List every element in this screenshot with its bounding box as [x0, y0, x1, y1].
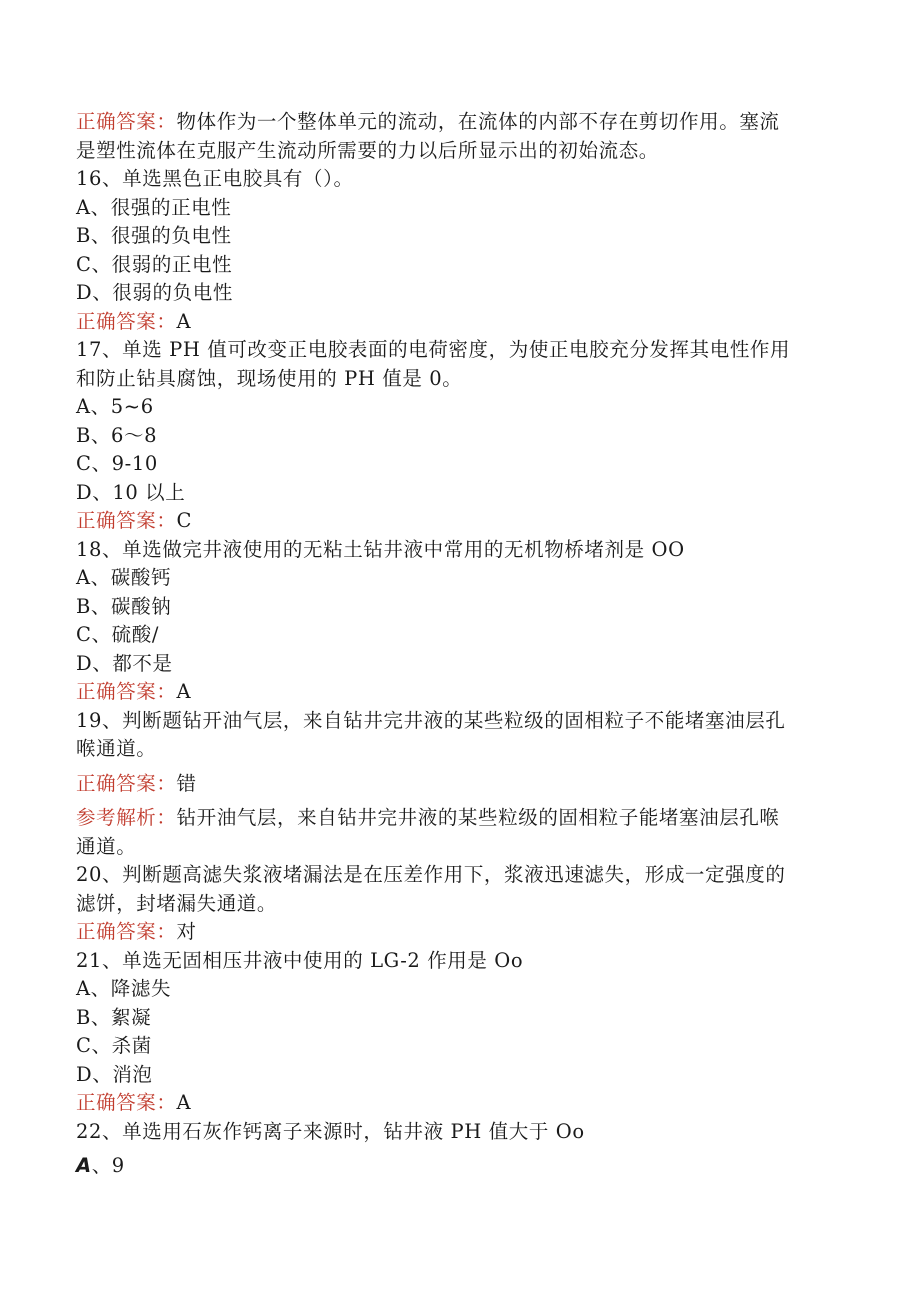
answer-text: C [176, 509, 193, 532]
answer-line [76, 108, 846, 137]
text-line: 19、判断题钻开油气层，来自钻井完井液的某些粒级的固相粒子不能堵塞油层孔 [76, 708, 786, 732]
text-line: A、5~6 [76, 395, 154, 418]
text-line: B、很强的负电性 [76, 224, 232, 247]
text-line: B、絮凝 [76, 1005, 152, 1029]
text-line: 17、单选 PH 值可改变正电胶表面的电荷密度，为使正电胶充分发挥其电性作用 [76, 338, 791, 361]
text-line: 是塑性流体在克服产生流动所需要的力以后所显示出的初始流态。 [76, 138, 659, 162]
text-line: 滤饼，封堵漏失通道。 [76, 891, 278, 915]
answer-line [76, 918, 846, 947]
answer-text: A [176, 1091, 192, 1114]
answer-label: 参考解析： [76, 806, 177, 829]
text-line: C、9-10 [76, 452, 158, 475]
answer-label: 正确答案： [76, 680, 177, 703]
text-line: A、碳酸钙 [76, 566, 172, 589]
text-line: A、降滤失 [76, 977, 172, 1000]
answer-text: 钻开油气层，来自钻井完井液的某些粒级的固相粒子能堵塞油层孔喉 [176, 806, 780, 829]
answer-text: A [176, 309, 192, 333]
answer-label: 正确答案： [76, 509, 177, 532]
explanation-line [76, 804, 846, 833]
text-line: D、消泡 [76, 1062, 153, 1086]
text-line: D、很弱的负电性 [76, 281, 233, 304]
answer-text: A [176, 680, 192, 703]
answer-text: 物体作为一个整体单元的流动，在流体的内部不存在剪切作用。塞流 [176, 110, 780, 133]
answer-line [76, 308, 846, 337]
answer-line [76, 678, 846, 707]
text-line: 和防止钻具腐蚀，现场使用的 PH 值是 0。 [76, 366, 463, 390]
document-body [76, 108, 846, 1181]
text-line: B、碳酸钠 [76, 594, 172, 618]
answer-line [76, 770, 846, 799]
answer-label: 正确答案： [76, 110, 177, 133]
option-text: 、9 [91, 1154, 125, 1177]
text-line: B、6～8 [76, 423, 158, 447]
text-line: 22、单选用石灰作钙离子来源时，钻井液 PH 值大于 Oo [76, 1119, 585, 1143]
text-line: A、很强的正电性 [76, 195, 232, 219]
text-line: C、杀菌 [76, 1034, 152, 1057]
answer-text: 对 [176, 920, 197, 943]
option-mark: A [76, 1154, 92, 1177]
text-line: 喉通道。 [76, 737, 157, 760]
answer-line [76, 1089, 846, 1118]
text-line: 21、单选无固相压井液中使用的 LG-2 作用是 Oo [76, 948, 524, 972]
answer-text: 错 [176, 771, 197, 795]
text-line: 18、单选做完井液使用的无粘土钻井液中常用的无机物桥堵剂是 OO [76, 537, 685, 561]
text-line: 16、单选黑色正电胶具有（）。 [76, 167, 354, 190]
text-line: 通道。 [76, 834, 137, 858]
option-line [76, 1152, 846, 1181]
answer-label: 正确答案： [76, 1091, 177, 1114]
text-line: C、硫酸/ [76, 623, 159, 646]
text-line: C、很弱的正电性 [76, 252, 233, 276]
answer-label: 正确答案： [76, 920, 177, 943]
text-line: D、10 以上 [76, 480, 186, 504]
answer-label: 正确答案： [76, 309, 177, 333]
answer-label: 正确答案： [76, 771, 177, 795]
answer-line [76, 507, 846, 536]
text-line: 20、判断题高滤失浆液堵漏法是在压差作用下，浆液迅速滤失，形成一定强度的 [76, 863, 786, 886]
text-line: D、都不是 [76, 651, 173, 675]
